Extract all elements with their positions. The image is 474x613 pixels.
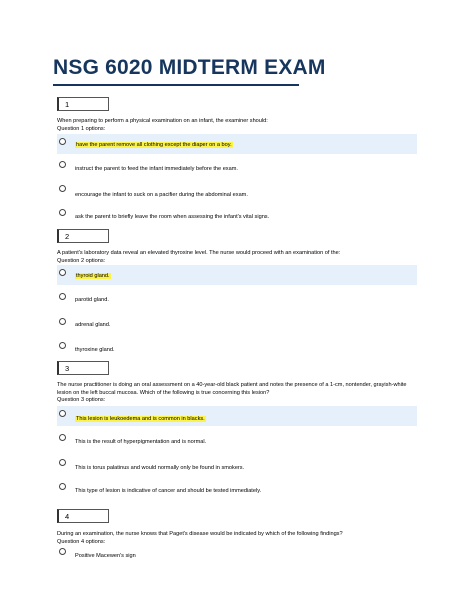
question-text: During an examination, the nurse knows that Paget's disease would be indicated by which of the following findings? — [57, 531, 343, 537]
radio-option[interactable] — [59, 293, 66, 300]
radio-option[interactable] — [59, 209, 66, 216]
radio-option[interactable] — [59, 185, 66, 192]
option-label: Positive Macewen's sign — [75, 553, 136, 559]
radio-option[interactable] — [59, 483, 66, 490]
question-number-box — [57, 229, 109, 243]
option-label: instruct the parent to feed the infant immediately before the exam. — [75, 166, 238, 172]
question-number: 1 — [65, 100, 70, 109]
option-label: This type of lesion is indicative of cancer and should be tested immediately. — [75, 488, 262, 494]
radio-option[interactable] — [59, 459, 66, 466]
option-label: thyroxine gland. — [75, 347, 115, 353]
options-label: Question 1 options: — [57, 125, 106, 132]
option-label: This is the result of hyperpigmentation and is normal. — [75, 439, 207, 445]
question-number-box — [57, 509, 109, 523]
radio-option[interactable] — [59, 434, 66, 441]
question-number: 2 — [65, 232, 70, 241]
option-label: adrenal gland. — [75, 322, 111, 328]
radio-option[interactable] — [59, 410, 66, 417]
options-label: Question 4 options: — [57, 538, 106, 545]
question-number: 3 — [65, 364, 70, 373]
options-label: Question 3 options: — [57, 397, 106, 403]
question-number: 4 — [65, 512, 70, 521]
question-text-line: lesion on the left buccal mucosa. Which of the following is true concerning this lesion? — [57, 389, 270, 396]
question-text: When preparing to perform a physical examination on an infant, the examiner should: — [57, 118, 268, 124]
radio-option[interactable] — [59, 342, 66, 349]
radio-option[interactable] — [59, 138, 66, 145]
question-text: A patient's laboratory data reveal an elevated thyroxine level. The nurse would proceed with an examination of the: — [57, 250, 341, 256]
option-label: encourage the infant to suck on a pacifier during the abdominal exam. — [75, 192, 248, 198]
radio-option[interactable] — [59, 269, 66, 276]
question-text-line: The nurse practitioner is doing an oral assessment on a 40-year-old black patient and notes the presence of a 1-cm, nontender, grayish-white — [57, 382, 407, 388]
options-label: Question 2 options: — [57, 257, 106, 264]
selected-option-row — [57, 265, 417, 285]
question-number-box — [57, 361, 109, 375]
option-label: This lesion is leukoedema and is common in blacks. — [76, 416, 205, 422]
option-label: have the parent remove all clothing except the diaper on a boy. — [76, 142, 232, 148]
radio-option[interactable] — [59, 161, 66, 168]
option-label: ask the parent to briefly leave the room when assessing the infant's vital signs. — [75, 214, 270, 220]
radio-option[interactable] — [59, 548, 66, 555]
title-underline — [53, 84, 299, 86]
page-title: NSG 6020 MIDTERM EXAM — [53, 56, 326, 79]
radio-option[interactable] — [59, 318, 66, 325]
question-number-box — [57, 97, 109, 111]
option-label: thyroid gland. — [76, 273, 110, 279]
option-label: parotid gland. — [75, 297, 109, 303]
option-label: This is torus palatinus and would normally only be found in smokers. — [75, 465, 245, 471]
